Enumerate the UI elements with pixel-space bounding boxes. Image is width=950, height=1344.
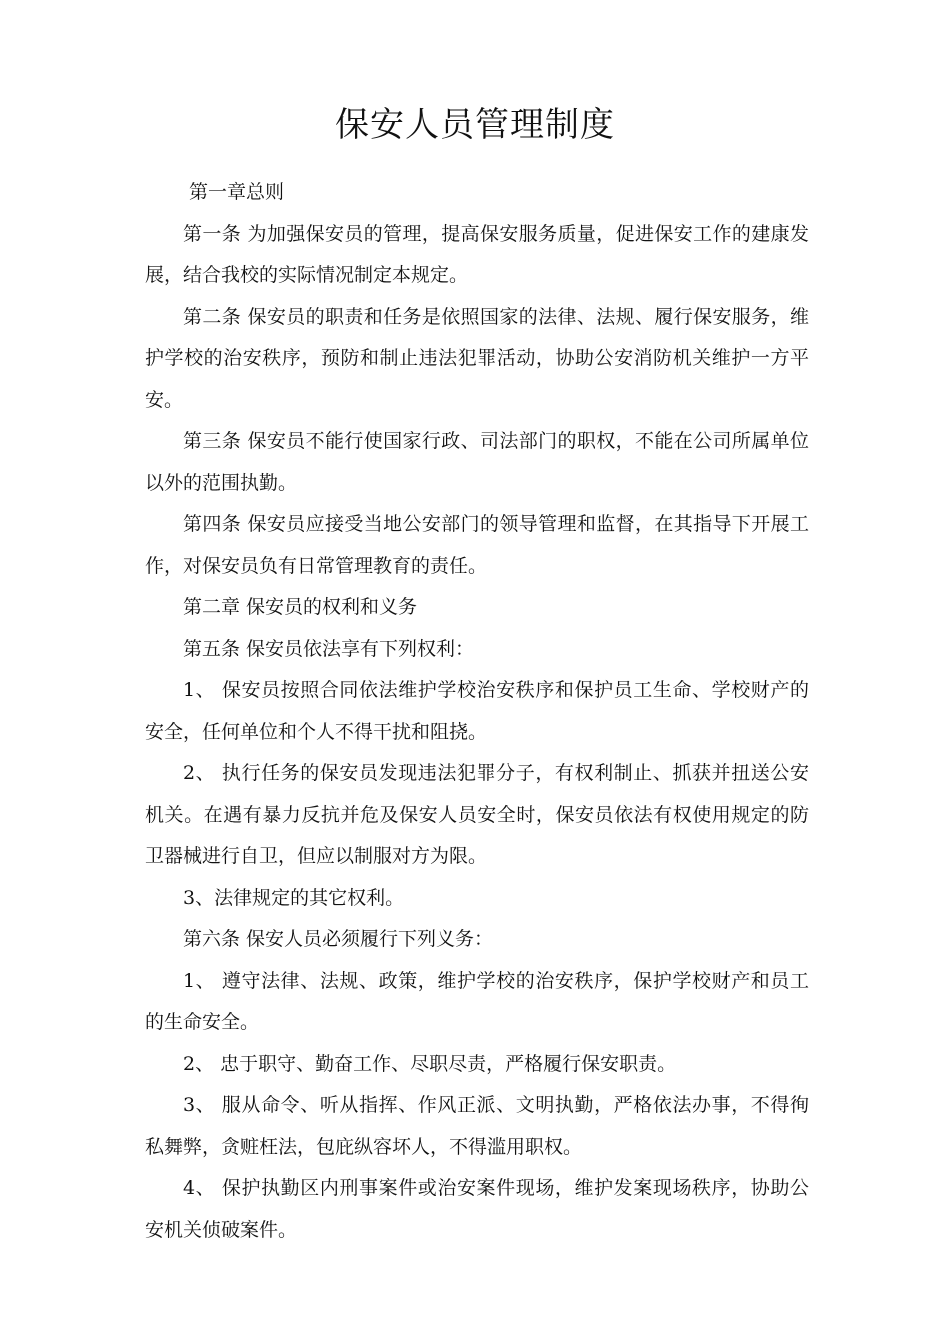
document-body <box>145 172 809 1251</box>
list-item: 1、 保安员按照合同依法维护学校治安秩序和保护员工生命、学校财产的安全，任何单位和个人不得干扰和阻挠。 <box>145 679 809 743</box>
document-title: 保安人员管理制度 <box>335 105 615 145</box>
list-item: 3、 服从命令、听从指挥、作风正派、文明执勤，严格依法办事，不得徇私舞弊，贪赃枉法，包庇纵容坏人，不得滥用职权。 <box>145 1094 809 1158</box>
list-item: 2、 忠于职守、勤奋工作、尽职尽责，严格履行保安职责。 <box>183 1052 677 1075</box>
chapter-heading: 第二章 保安员的权利和义务 <box>183 596 418 618</box>
article-paragraph: 第六条 保安人员必须履行下列义务： <box>183 928 494 950</box>
chapter-heading: 第一章总则 <box>189 181 285 203</box>
list-item: 3、法律规定的其它权利。 <box>183 886 405 909</box>
list-item: 1、 遵守法律、法规、政策，维护学校的治安秩序，保护学校财产和员工的生命安全。 <box>145 969 809 1033</box>
list-item: 2、 执行任务的保安员发现违法犯罪分子，有权利制止、抓获并扭送公安机关。在遇有暴力反抗并危及保安人员安全时，保安员依法有权使用规定的防卫器械进行自卫，但应以制服对方为限。 <box>145 762 809 867</box>
article-paragraph: 第五条 保安员依法享有下列权利： <box>183 637 475 660</box>
article-paragraph: 第四条 保安员应接受当地公安部门的领导管理和监督，在其指导下开展工作，对保安员负有日常管理教育的责任。 <box>145 513 809 577</box>
list-item: 4、 保护执勤区内刑事案件或治安案件现场，维护发案现场秩序，协助公安机关侦破案件。 <box>145 1177 809 1241</box>
article-paragraph: 第一条 为加强保安员的管理，提高保安服务质量，促进保安工作的建康发展，结合我校的实际情况制定本规定。 <box>145 222 809 286</box>
article-paragraph: 第三条 保安员不能行使国家行政、司法部门的职权，不能在公司所属单位以外的范围执勤。 <box>145 430 809 494</box>
article-paragraph: 第二条 保安员的职责和任务是依照国家的法律、法规、履行保安服务，维护学校的治安秩序，预防和制止违法犯罪活动，协助公安消防机关维护一方平安。 <box>145 305 809 411</box>
